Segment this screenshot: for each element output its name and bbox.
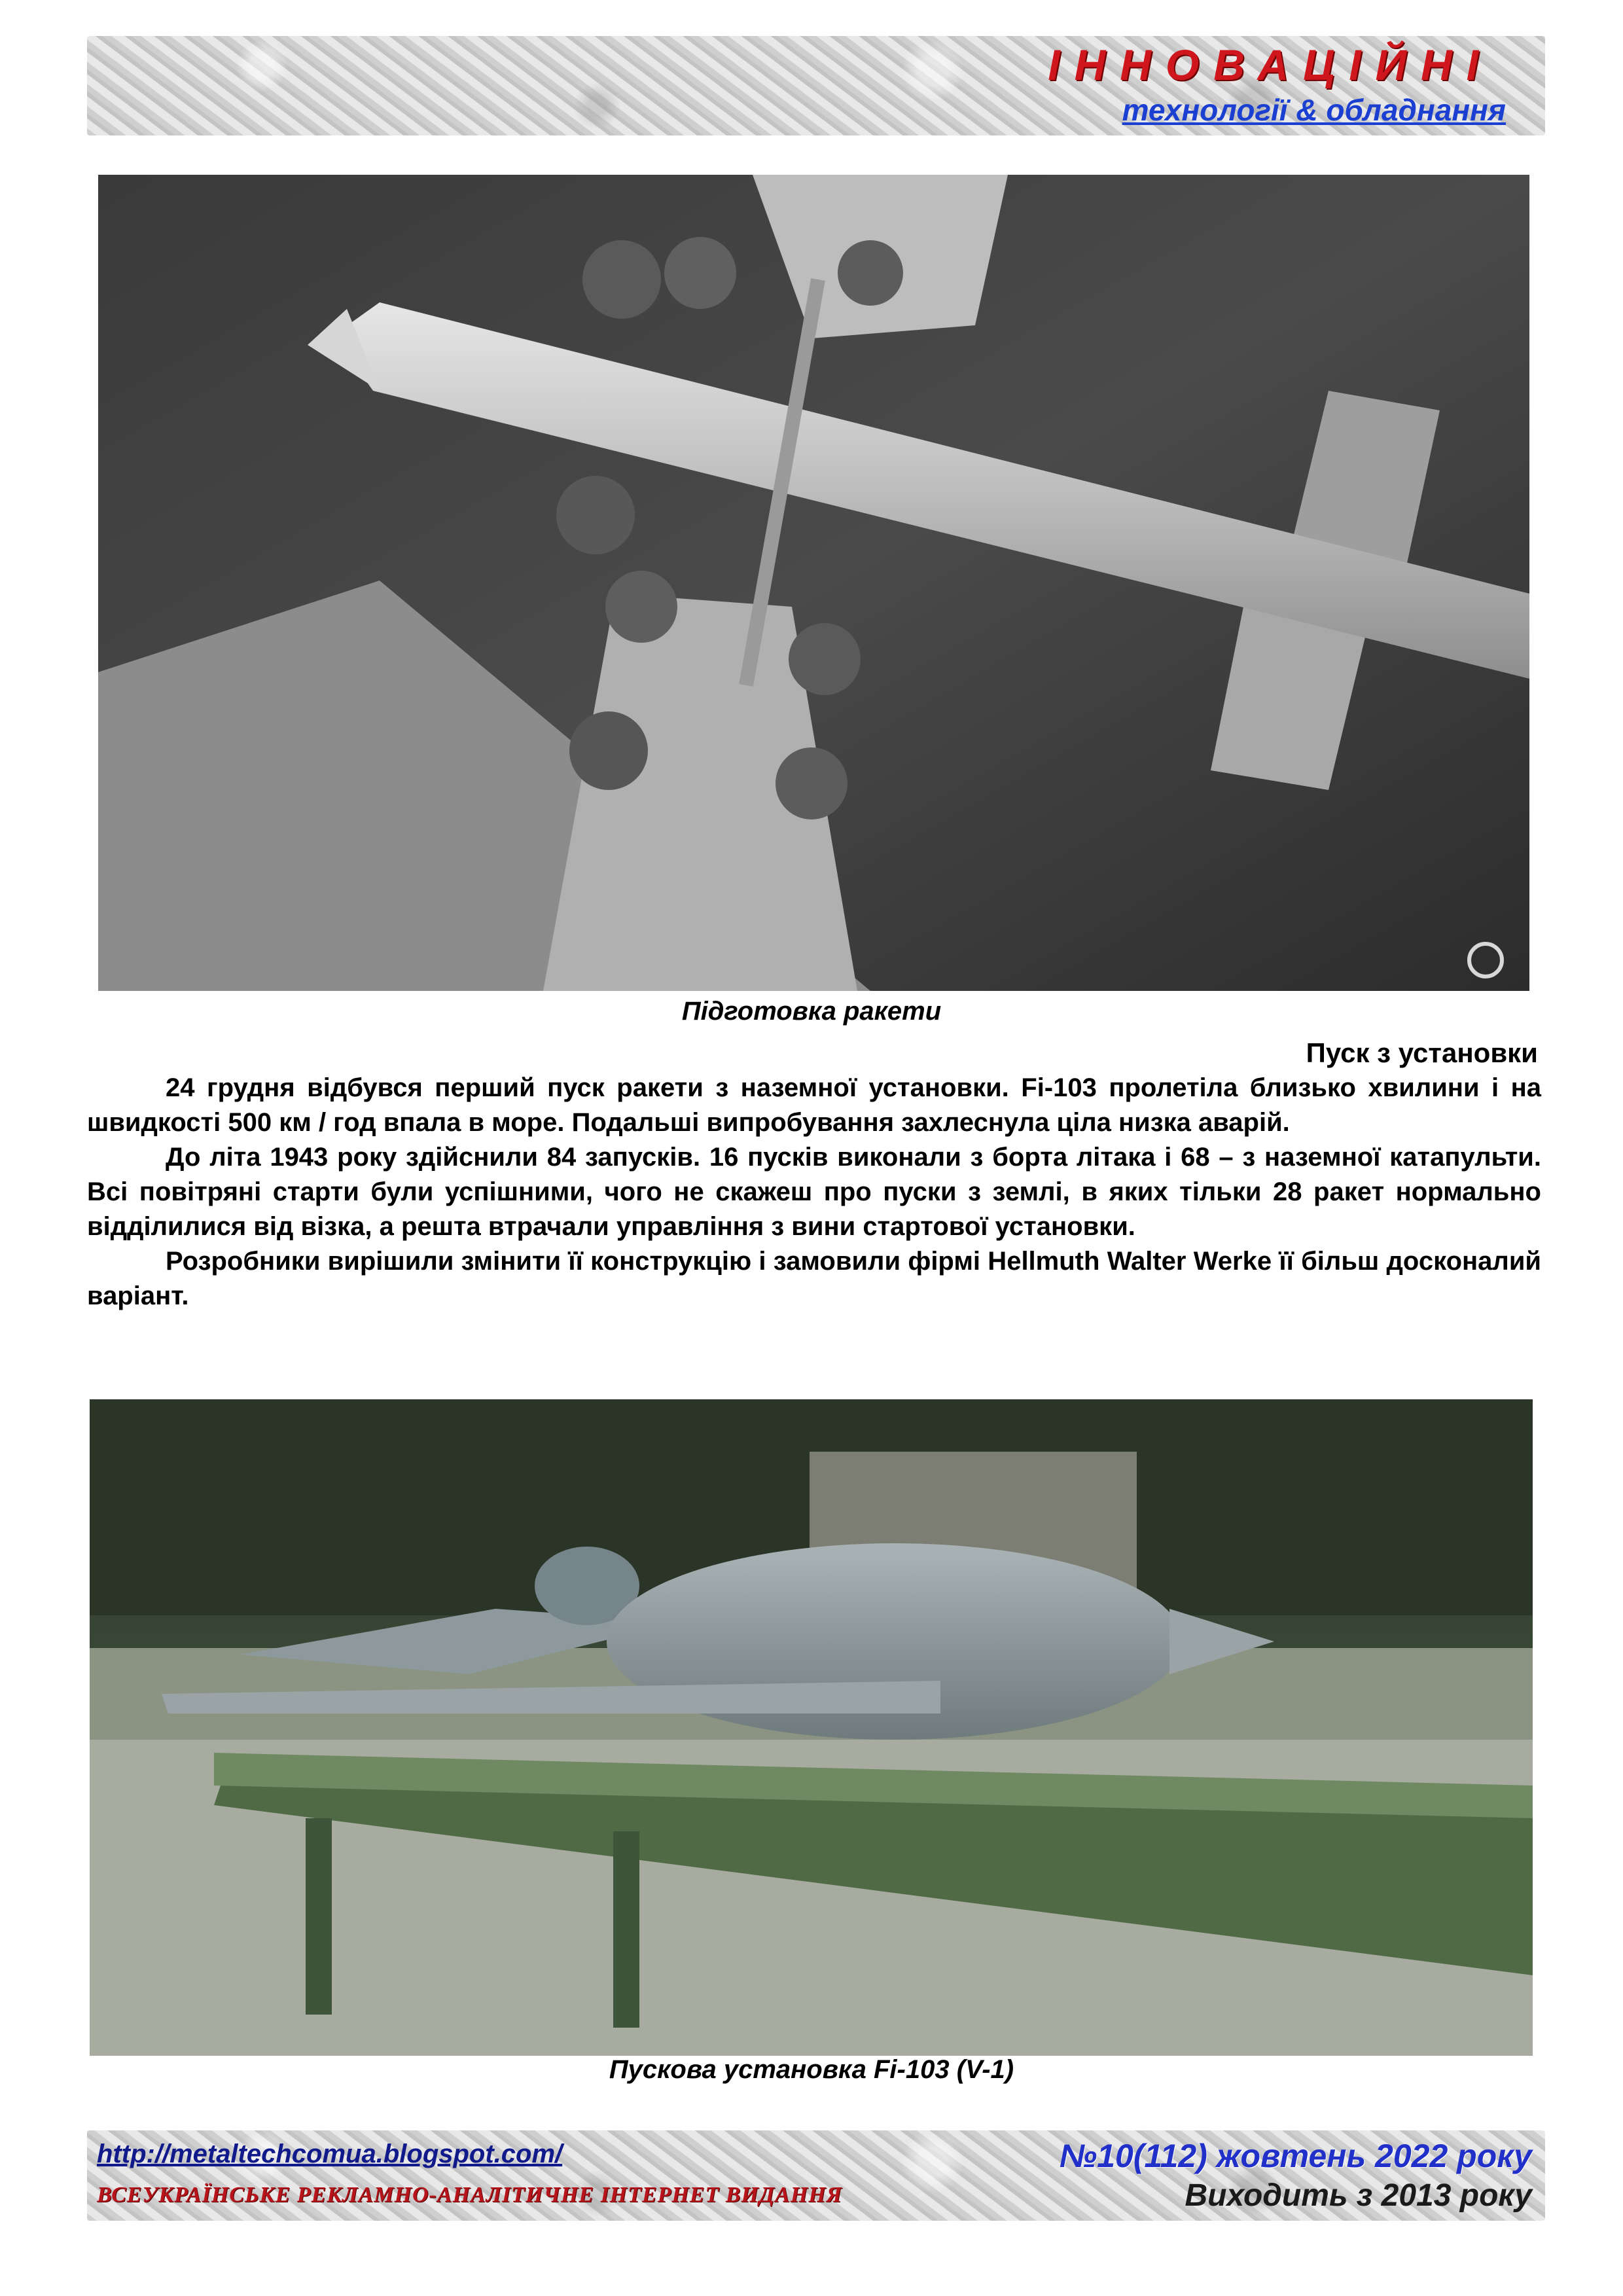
section-heading: Пуск з установки xyxy=(1306,1037,1538,1068)
article-paragraph: До літа 1943 року здійснили 84 запусків. 16 пусків виконали з борта літака і 68 – з наземної катапульти. Всі повітряні старти були успішними, чого не скажеш про пуски з землі, в яких тільки 28 ракет нормально відділилися від візка, а решта втрачали управління з вини стартової установки. xyxy=(87,1143,1541,1241)
article-paragraph: Розробники вирішили змінити її конструкцію і замовили фірмі Hellmuth Walter Werke її більш досконалий варіант. xyxy=(87,1247,1541,1310)
published-since: Виходить з 2013 року xyxy=(1185,2178,1532,2213)
article-body xyxy=(87,1071,1541,1314)
publication-description: ВСЕУКРАЇНСЬКЕ РЕКЛАМНО-АНАЛІТИЧНЕ ІНТЕРНЕТ ВИДАННЯ xyxy=(97,2183,843,2207)
magazine-title: ІННОВАЦІЙНІ xyxy=(1048,41,1493,89)
article-paragraph: 24 грудня відбувся перший пуск ракети з наземної установки. Fi-103 пролетіла близько хвилини і на швидкості 500 км / год впала в море. Подальші випробування захлеснула ціла низка аварій. xyxy=(87,1073,1541,1137)
rocket-preparation-photo xyxy=(98,175,1529,991)
header-banner xyxy=(87,36,1545,135)
figure-caption: Пускова установка Fi-103 (V-1) xyxy=(609,2055,1014,2084)
blog-url-link[interactable]: http://metaltechcomua.blogspot.com/ xyxy=(97,2140,563,2168)
figure-caption: Підготовка ракети xyxy=(681,997,942,1026)
issue-number: №10(112) жовтень 2022 року xyxy=(1059,2138,1532,2174)
launch-ramp-photo xyxy=(90,1399,1533,2056)
footer-banner xyxy=(87,2130,1545,2221)
magazine-subtitle: технології & обладнання xyxy=(1122,93,1506,127)
